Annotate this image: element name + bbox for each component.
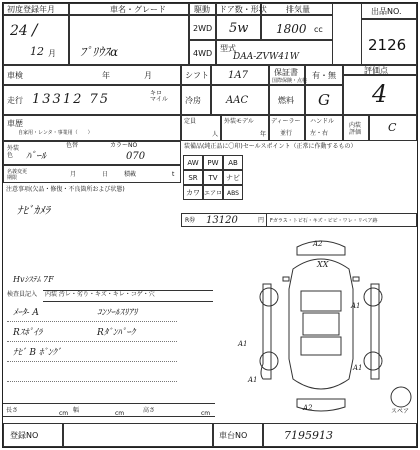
car-body-outline	[289, 259, 353, 389]
length-unit: cm	[59, 410, 69, 417]
loading-label: 積載	[124, 171, 137, 178]
teiin-label: 定員	[184, 118, 197, 125]
equipment-item: TV	[203, 170, 223, 185]
detail-line-1: ﾒｰﾀ- A	[13, 308, 39, 318]
length-label: 長さ	[6, 407, 19, 414]
inspector-box-bottom	[43, 301, 213, 302]
warranty-label-cell	[269, 65, 308, 85]
dotted-line-3	[7, 361, 177, 362]
drive-label: 駆動	[194, 5, 210, 14]
reg-year: 24	[10, 23, 28, 39]
teiin-unit: 人	[212, 131, 219, 138]
door-label-cell	[216, 3, 267, 15]
door-label: ドア数・形状	[219, 5, 267, 14]
warranty-label: 保証書	[274, 68, 298, 77]
spare-label: スペア	[391, 408, 410, 415]
color-no-label: カラーNO	[110, 142, 138, 149]
type-label: 型式	[220, 44, 236, 53]
history-label: 車歴	[7, 119, 23, 128]
car-name-cell	[69, 15, 189, 65]
recycle-label: R券	[185, 217, 196, 224]
detail-line-2b: Rﾀﾞﾝﾊﾟｰｸ	[97, 328, 136, 338]
displacement-label: 排気量	[286, 5, 310, 14]
score-cell	[343, 75, 417, 115]
mileage-label: 走行	[7, 96, 23, 105]
fuel-label-cell	[269, 85, 305, 115]
drive-2wd: 2WD	[193, 24, 213, 33]
shuppin-label: 出品NO.	[371, 7, 402, 16]
displacement-label-cell	[261, 3, 333, 15]
shaken-year: 年	[102, 71, 110, 80]
first-reg-label-cell	[3, 3, 69, 15]
score-label-cell	[343, 65, 417, 75]
mark-a1-left-low: A1	[248, 376, 258, 384]
shuppin-cell	[361, 19, 417, 65]
mark-a1-right-low: A1	[353, 364, 363, 372]
loading-unit: t	[172, 171, 175, 178]
reg-no-label-cell	[3, 423, 63, 447]
inspector-options: 内装 汚レ・劣り・キズ・キレ・コゲ・穴	[45, 291, 155, 298]
fuel-label: 燃料	[278, 96, 294, 105]
shaken-month: 月	[144, 71, 152, 80]
car-windshield	[301, 291, 341, 311]
ac-label: 冷房	[185, 96, 201, 105]
model-type-cell	[216, 40, 333, 65]
meigi-month: 月	[70, 171, 77, 178]
mirror-left	[283, 277, 289, 281]
car-left-side	[261, 284, 271, 379]
score-value: 4	[372, 80, 388, 108]
history-sublabel: 自家用・レンタ・事業用（ ）	[18, 130, 93, 136]
color-label: 外装 色	[7, 145, 20, 160]
car-right-side	[371, 284, 379, 379]
model-year-cell	[221, 115, 269, 141]
mark-xx: XX	[317, 260, 329, 269]
drive-2wd-cell	[189, 15, 216, 40]
reg-month: 12	[30, 45, 44, 58]
notes-header: 注意事項(欠品・修復・不良箇所および状態)	[6, 186, 125, 193]
meigi-day: 日	[102, 171, 109, 178]
auction-sheet	[2, 2, 418, 448]
glass-label: Fガラス・トビ石・キズ・ビビ・ワレ・リペア跡	[270, 218, 378, 224]
drive-4wd: 4WD	[193, 49, 213, 58]
car-rear-window	[301, 337, 341, 355]
shaken-cell	[3, 65, 181, 85]
model-type: DAA-ZVW41W	[233, 52, 299, 62]
dotted-line-1	[7, 321, 177, 322]
mileage-value: 13312 75	[32, 92, 111, 107]
first-reg-label: 初度登録年月	[7, 5, 55, 14]
shuppin-label-cell	[361, 3, 417, 19]
detail-line-1b: ｺﾝｿｰﾙｽﾘｱﾘ	[97, 308, 138, 318]
shift-label-cell	[181, 65, 211, 85]
warranty-value: 有・無	[312, 71, 336, 80]
equipment-item: ナビ	[223, 170, 243, 185]
car-damage-diagram	[223, 229, 419, 419]
equipment-item: AW	[183, 155, 203, 170]
doors-cell	[216, 15, 261, 40]
drive-4wd-cell	[189, 40, 216, 65]
inspector-label: 検査員記入	[7, 291, 38, 298]
dimensions-row	[3, 403, 215, 417]
meigi-label: 名義変更 期限	[7, 169, 28, 181]
mark-a2-top: A2	[313, 240, 323, 248]
score-label: 評価点	[364, 66, 388, 75]
width-label: 幅	[73, 407, 80, 414]
mirror-right	[353, 277, 359, 281]
doors-value: 5w	[229, 21, 249, 36]
mileage-unit: キロ マイル	[150, 90, 168, 103]
equipment-item: カワ	[183, 185, 203, 200]
equipment-item: PW	[203, 155, 223, 170]
height-unit: cm	[201, 410, 211, 417]
dealer-label: ディーラー	[271, 118, 301, 125]
interior-label: 内装 評価	[349, 122, 362, 137]
displacement-value: 1800	[276, 22, 307, 36]
equipment-item: ABS	[223, 185, 243, 200]
chassis-label: 車台NO	[219, 431, 248, 440]
reg-year-slash: /	[32, 20, 38, 39]
teiin-cell	[181, 115, 221, 141]
mark-a1-left: A1	[238, 340, 248, 348]
height-label: 高さ	[143, 407, 156, 414]
ac-value: AAC	[226, 95, 249, 106]
equip-top-note: Hvｼｽﾃﾑ 7F	[13, 275, 54, 284]
inspector-box-top	[43, 290, 213, 291]
shift-value-cell	[211, 65, 269, 85]
model-year-label: 外装モデル	[224, 118, 254, 125]
spacer-cell	[333, 3, 361, 65]
chassis-value: 7195913	[284, 429, 333, 442]
meigi-cell	[3, 165, 181, 183]
mileage-cell	[3, 85, 181, 115]
color-change-label: 色替	[66, 142, 79, 149]
car-name-label-cell	[69, 3, 189, 15]
dotted-line-4	[7, 381, 177, 382]
model-year-unit: 年	[260, 131, 267, 138]
recycle-value: 13120	[206, 215, 238, 226]
color-cell	[3, 141, 181, 165]
interior-label-cell	[343, 115, 369, 141]
mark-a2-bottom: A2	[303, 404, 313, 412]
glass-cell	[267, 213, 417, 227]
history-cell	[3, 115, 181, 141]
reg-no-value-cell	[63, 423, 213, 447]
handle-label: ハンドル	[310, 118, 335, 125]
equipment-item: エアロ	[203, 185, 223, 200]
first-reg-cell	[3, 15, 69, 65]
color-value: ﾊﾟｰﾙ	[26, 151, 46, 162]
recycle-unit: 円	[258, 217, 265, 224]
drive-label-cell	[189, 3, 216, 15]
recycle-cell	[181, 213, 267, 227]
reg-no-label: 登録NO	[10, 431, 39, 440]
handle-value: 左・右	[310, 130, 329, 137]
car-name-label: 車名・グレード	[110, 5, 166, 14]
handle-cell	[305, 115, 343, 141]
fuel-value-cell	[305, 85, 343, 115]
car-name: ﾌﾟﾘｳｽα	[80, 45, 119, 59]
ac-label-cell	[181, 85, 211, 115]
dealer-cell	[269, 115, 305, 141]
displacement-cell	[261, 15, 333, 40]
width-unit: cm	[115, 410, 125, 417]
equipment-item: AB	[223, 155, 243, 170]
dotted-line-2	[7, 341, 177, 342]
shuppin-no: 2126	[368, 36, 407, 54]
ac-value-cell	[211, 85, 269, 115]
interior-value-cell	[369, 115, 417, 141]
displacement-unit: cc	[314, 25, 323, 34]
notes-value: ﾅﾋﾞｶﾒﾗ	[17, 204, 50, 217]
interior-value: C	[388, 121, 397, 134]
color-no-value: 070	[126, 151, 146, 162]
sales-point-header: セールスポイント（正常に作動するもの）	[243, 143, 357, 150]
shift-label: シフト	[185, 71, 209, 80]
shift-value: 1A7	[228, 70, 248, 81]
equipment-header: 装備品(純正品に〇印)	[184, 143, 243, 150]
spare-wheel	[391, 387, 411, 407]
shaken-label: 車検	[7, 71, 23, 80]
warranty-sublabel: 国際保険・点検	[272, 78, 308, 84]
car-roof	[303, 313, 339, 335]
detail-line-2: Rｽﾎﾟｲﾗ	[13, 328, 43, 338]
chassis-value-cell	[263, 423, 417, 447]
dealer-sublabel: 並行	[280, 130, 293, 137]
warranty-value-cell	[305, 65, 343, 85]
reg-month-unit: 月	[48, 49, 56, 58]
fuel-value: G	[318, 91, 330, 109]
detail-line-3: ﾅﾋﾞ B ﾎﾞﾝｸﾞ	[13, 348, 62, 358]
mark-a1-right: A1	[351, 302, 361, 310]
chassis-label-cell	[213, 423, 263, 447]
equipment-item: SR	[183, 170, 203, 185]
